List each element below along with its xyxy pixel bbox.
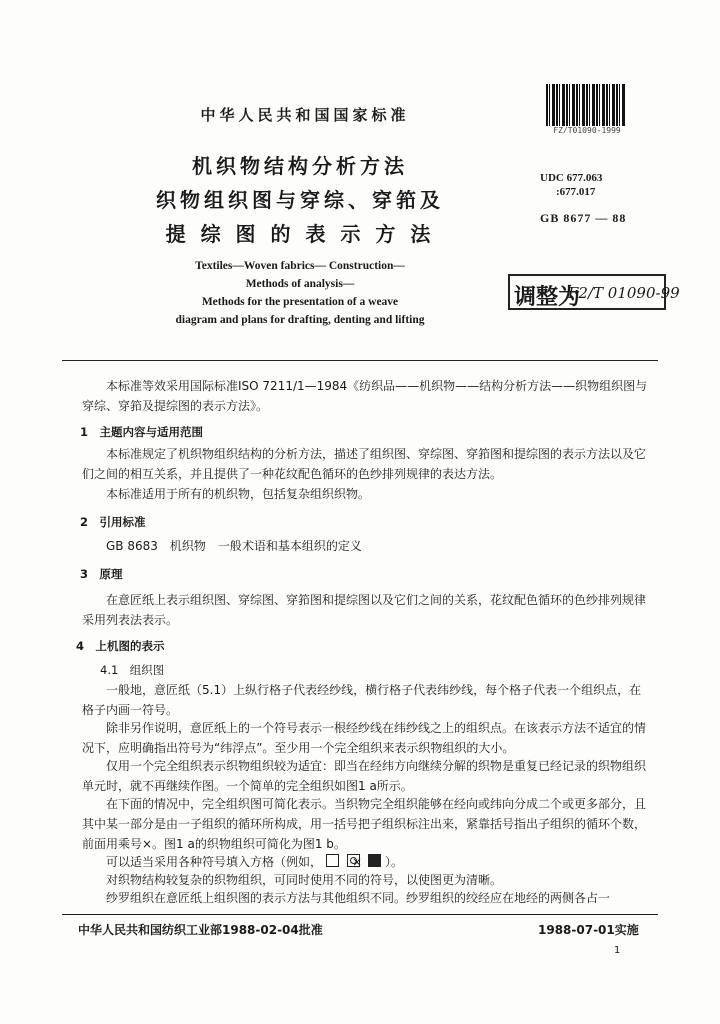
section-1-title: 1 主题内容与适用范围 xyxy=(80,425,204,439)
title-cn-line-1: 机织物结构分析方法 xyxy=(192,154,408,178)
title-en-line-2: Methods of analysis— xyxy=(245,278,355,290)
section-4-para-1: 一般地，意匠纸（5.1）上纵行格子代表经纱线，横行格子代表纬纱线，每个格子代表一个组织点，在格子内画一符号。 xyxy=(82,683,642,717)
section-4-title: 4 上机图的表示 xyxy=(76,639,165,653)
section-4-para-2: 除非另作说明，意匠纸上的一个符号表示一根经纱线在纬纱线之上的组织点。在该表示方法不适宜的情况下，应明确指出符号为“纬浮点”。至少用一个完全组织来表示织物组织的大小。 xyxy=(82,721,647,755)
title-en-line-1: Textiles—Woven fabrics— Construction— xyxy=(195,260,405,272)
section-4-para-7: 纱罗组织在意匠纸上组织图的表示方法与其他组织不同。纱罗组织的绞经应在地经的两侧各占一 xyxy=(106,891,611,905)
stamp-label: 调整为 xyxy=(514,285,581,310)
implementation-date: 1988-07-01实施 xyxy=(538,923,639,937)
issuing-authority: 中华人民共和国国家标准 xyxy=(200,106,410,124)
title-en-line-4: diagram and plans for drafting, denting and lifting xyxy=(175,314,425,326)
udc-code-2: :677.017 xyxy=(556,186,596,198)
title-cn-line-3: 提 综 图 的 表 示 方 法 xyxy=(165,222,435,246)
cross-symbol-icon xyxy=(326,854,339,867)
section-1-para-2: 本标准适用于所有的机织物，包括复杂组织织物。 xyxy=(106,487,371,501)
section-4-para-3: 仅用一个完全组织表示织物组织较为适宜：即当在经纬方向继续分解的织物是重复已经记录的织物组织单元时，就不再继续作图。一个简单的完全组织如图1 a所示。 xyxy=(82,759,647,793)
section-1-para-1: 本标准规定了机织物组织结构的分析方法，描述了组织图、穿综图、穿筘图和提综图的表示方法以及它们之间的相互关系，并且提供了一种花纹配色循环的色纱排列规律的表达方法。 xyxy=(82,447,647,481)
normative-reference: GB 8683 机织物 一般术语和基本组织的定义 xyxy=(106,539,362,553)
intro-paragraph: 本标准等效采用国际标准ISO 7211/1—1984《纺织品——机织物——结构分析方法——织物组织图与穿综、穿筘及提综图的表示方法》。 xyxy=(82,379,648,413)
barcode-text: FZ/T01090-1999 xyxy=(553,126,621,135)
section-4-para-5-end: ）。 xyxy=(385,855,404,869)
approval-date: 中华人民共和国纺织工业部1988-02-04批准 xyxy=(78,923,323,937)
subsection-4-1-title: 4.1 组织图 xyxy=(100,663,165,677)
udc-code-1: UDC 677.063 xyxy=(540,172,603,184)
filled-square-symbol-icon xyxy=(368,854,381,867)
gb-number: GB 8677 — 88 xyxy=(540,211,627,225)
section-4-para-6: 对织物结构较复杂的织物组织，可同时使用不同的符号，以使图更为清晰。 xyxy=(106,873,503,887)
section-4-para-5 xyxy=(82,852,648,872)
title-en-line-3: Methods for the presentation of a weave xyxy=(201,296,399,308)
header-rule xyxy=(62,360,658,361)
section-4-para-5-text: 可以适当采用各种符号填入方格（例如， xyxy=(106,855,323,869)
footer-rule xyxy=(62,914,658,915)
title-cn-line-2: 织物组织图与穿综、穿筘及 xyxy=(156,188,444,212)
section-2-title: 2 引用标准 xyxy=(80,515,146,529)
stamp-code: F2/T 01090-99 xyxy=(568,284,680,302)
section-3-para-1: 在意匠纸上表示组织图、穿综图、穿筘图和提综图以及它们之间的关系，花纹配色循环的色纱排列规律采用列表法表示。 xyxy=(82,593,647,627)
circle-symbol-icon xyxy=(347,854,360,867)
barcode xyxy=(546,84,626,126)
section-3-title: 3 原理 xyxy=(80,567,123,581)
page-number: 1 xyxy=(614,945,621,956)
section-4-para-4: 在下面的情况中，完全组织图可简化表示。当织物完全组织能够在经向或纬向分成二个或更多部分，且其中某一部分是由一子组织的循环所构成，用一括号把子组织标注出来，紧靠括号指出子组织的循环个数，前面用乘号×。图1 a的织物组织可简化为图1 b。 xyxy=(82,797,647,851)
